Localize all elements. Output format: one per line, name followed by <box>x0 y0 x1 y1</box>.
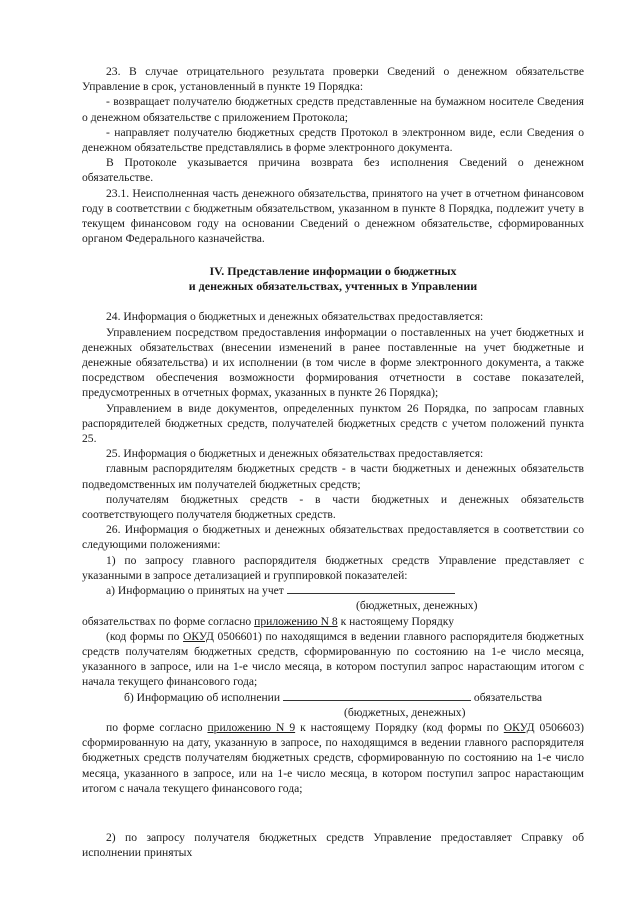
appendix-8-link[interactable]: приложению N 8 <box>254 614 338 628</box>
subitem-b-text: б) Информацию об исполнении <box>124 690 281 704</box>
subitem-a-form: обязательствах по форме согласно приложению N 8 к настоящему Порядку <box>82 614 454 628</box>
subitem-a-text: а) Информацию о принятых на учет <box>106 584 284 598</box>
paragraph-24-item-1: Управлением посредством предоставления информации о поставленных на учет бюджетных и денежных обязательствах (внесении изменений в ранее поставленные на учет бюджетные и денежные обязательства) и их исполнении (в том числе в форме электронного документа, а также посредством обеспечения возможности формирования отчетности в составе показателей, предусмотренных в отчетных формах, указанных в пункте 26 Порядка); <box>82 325 584 400</box>
subitem-a-lead <box>82 583 584 613</box>
paragraph-23-item-2: - направляет получателю бюджетных средств Протокол в электронном виде, если Сведения о денежном обязательстве представлялись в форме электронного документа. <box>82 125 584 155</box>
okud-link-b[interactable]: ОКУД <box>503 720 535 734</box>
paragraph-24-item-2: Управлением в виде документов, определенных пунктом 26 Порядка, по запросам главных распорядителей бюджетных средств, получателей бюджетных средств с учетом положений пункта 25. <box>82 401 584 446</box>
spacer <box>82 796 584 830</box>
subitem-b-lead <box>82 690 584 720</box>
okud-link-a[interactable]: ОКУД <box>183 629 214 643</box>
paragraph-23-reason: В Протоколе указывается причина возврата без исполнения Сведений о денежном обязательстве. <box>82 156 584 185</box>
blank-line-a <box>287 593 455 594</box>
subitem-b-tail: обязательства <box>473 690 543 704</box>
paragraph-24: 24. Информация о бюджетных и денежных обязательствах предоставляется: <box>106 310 484 324</box>
paragraph-25-item-2: получателям бюджетных средств - в части бюджетных и денежных обязательств соответствующего получателя бюджетных средств. <box>82 492 584 522</box>
blank-caption-b: (бюджетных, денежных) <box>344 705 466 719</box>
paragraph-23: 23. В случае отрицательного результата проверки Сведений о денежном обязательстве Управление в срок, установленный в пункте 19 Порядка: <box>82 65 584 94</box>
subitem-b-body: по форме согласно приложению N 9 к настоящему Порядку (код формы по ОКУД 0506603) сформированную на дату, указанную в запросе, по находящимся в ведении главного распорядителя бюджетных средств получателям бюджетных средств, сформированную по состоянию на 1-е число месяца, указанного в запросе, или на 1-е число месяца, в котором поступил запрос нарастающим итогом с начала текущего финансового года; <box>82 720 584 795</box>
paragraph-25-item-1: главным распорядителям бюджетных средств - в части бюджетных и денежных обязательств подведомственных им получателей бюджетных средств; <box>82 462 584 491</box>
section-heading <box>82 264 584 294</box>
paragraph-26: 26. Информация о бюджетных и денежных обязательствах предоставляется в соответствии со следующими положениями: <box>82 523 584 552</box>
paragraph-25: 25. Информация о бюджетных и денежных обязательствах предоставляется: <box>106 447 484 461</box>
blank-caption-a: (бюджетных, денежных) <box>356 599 478 613</box>
subitem-a-body: (код формы по ОКУД 0506601) по находящимся в ведении главного распорядителя бюджетных средств получателям бюджетных средств, сформированную по состоянию на 1-е число месяца, указанного в запросе, или на 1-е число месяца, в котором поступил запрос нарастающим итогом с начала текущего финансового года; <box>82 629 584 689</box>
section-heading-line-1: IV. Представление информации о бюджетных <box>209 264 457 279</box>
blank-line-b <box>283 700 471 701</box>
section-heading-line-2: и денежных обязательствах, учтенных в Управлении <box>188 279 478 294</box>
paragraph-23-item-1: - возвращает получателю бюджетных средств представленные на бумажном носителе Сведения о денежном обязательстве с приложением Протокола; <box>82 95 584 124</box>
paragraph-26-item-1: 1) по запросу главного распорядителя бюджетных средств Управление представляет с указанными в запросе детализацией и группировкой показателей: <box>82 553 584 582</box>
appendix-9-link[interactable]: приложению N 9 <box>207 720 296 734</box>
paragraph-26-item-2: 2) по запросу получателя бюджетных средств Управление предоставляет Справку об исполнении принятых <box>82 830 584 860</box>
paragraph-23-1: 23.1. Неисполненная часть денежного обязательства, принятого на учет в отчетном финансовом году в соответствии с бюджетным обязательством, указанном в пункте 8 Порядка, подлежит учету в текущем финансовом году на основании Сведений о денежном обязательстве, сформированных органом Федерального казначейства. <box>82 186 584 246</box>
